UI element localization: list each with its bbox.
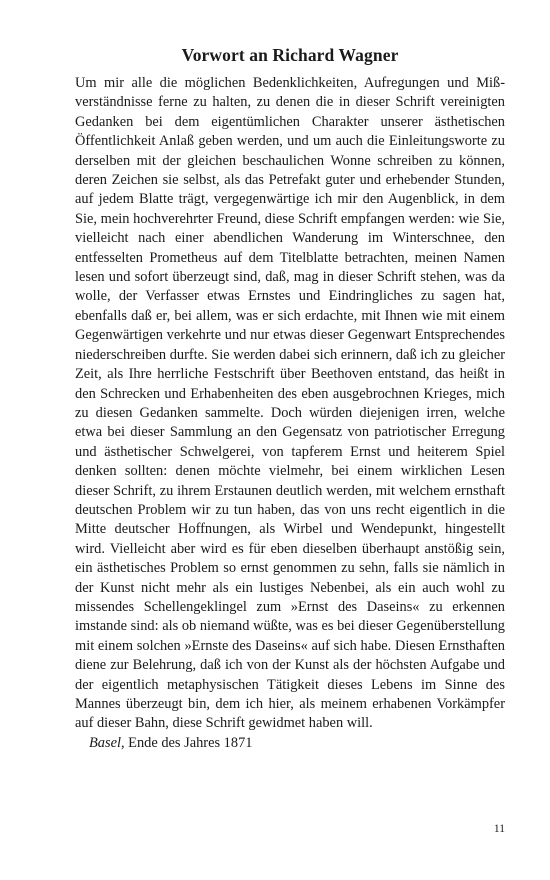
body-paragraph: Um mir alle die möglichen Bedenklichkeiten, Aufregungen und Mißverständnisse ferne zu halten, zu denen die in dieser Schrift vereinigten Gedanken bei dem eigentümlichen Charakter unserer ästhetischen Öffentlichkeit Anlaß geben werden, und um auch die Einleitungsworte zu derselben mit der gleichen beschaulichen Wonne schreiben zu können, deren Zeichen sie selbst, als das Petrefakt guter und erhebender Stunden, auf jedem Blatte trägt, vergegenwärtige ich mir den Augenblick, in dem Sie, mein hochverehrter Freund, diese Schrift empfangen werden: wie Sie, vielleicht nach einer abendlichen Wanderung im Winterschnee, den entfesselten Prometheus auf dem Titelblatte betrachten, meinen Namen lesen und sofort überzeugt sind, daß, mag in dieser Schrift stehen, was da wolle, der Verfasser etwas Ernstes und Eindringliches zu sagen hat, ebenfalls daß er, bei allem, was er sich erdachte, mit Ihnen wie mit einem Gegenwärtigen verkehrte und nur etwas dieser Gegenwart Entsprechendes niederschreiben durfte. Sie werden dabei sich erinnern, daß ich zu gleicher Zeit, als Ihre herrliche Festschrift über Beethoven entstand, das heißt in den Schrecken und Erhabenheiten des eben ausgebrochnen Krieges, mich zu diesen Gedanken sammelte. Doch würden diejenigen irren, welche etwa bei dieser Sammlung an den Gegensatz von patriotischer Erregung und ästhetischer Schwelgerei, von tapferem Ernst und heiterem Spiel denken sollten: denen möchte vielmehr, bei einem wirklichen Lesen dieser Schrift, zu ihrem Erstaunen deutlich werden, mit welchem ernsthaft deutschen Problem wir zu tun haben, das von uns recht eigentlich in die Mitte deutscher Hoffnungen, als Wirbel und Wendepunkt, hingestellt wird. Vielleicht aber wird es für eben dieselben überhaupt anstößig sein, ein ästhetisches Problem so ernst genommen zu sehn, falls sie nämlich in der Kunst nicht mehr als ein lustiges Nebenbei, als ein auch wohl zu missendes Schellengeklingel zum »Ernst des Daseins« zu erkennen imstande sind: als ob niemand wüßte, was es bei dieser Gegenüberstellung mit einem solchen »Ernste des Daseins« auf sich habe. Diesen Ernsthaften diene zur Belehrung, daß ich von der Kunst als der höchsten Aufgabe und der eigentlich metaphysischen Tätigkeit dieses Lebens im Sinne des Mannes überzeugt bin, dem ich hier, als meinem erhabenen Vorkämpfer auf dieser Bahn, diese Schrift gewidmet haben will. (75, 75, 505, 732)
page-content (75, 44, 505, 753)
signoff-line (75, 734, 505, 753)
signoff-date: , Ende des Jahres 1871 (120, 734, 253, 751)
signoff-place: Basel (89, 734, 121, 751)
page-number: 11 (493, 823, 505, 835)
page-title: Vorwort an Richard Wagner (181, 45, 399, 65)
